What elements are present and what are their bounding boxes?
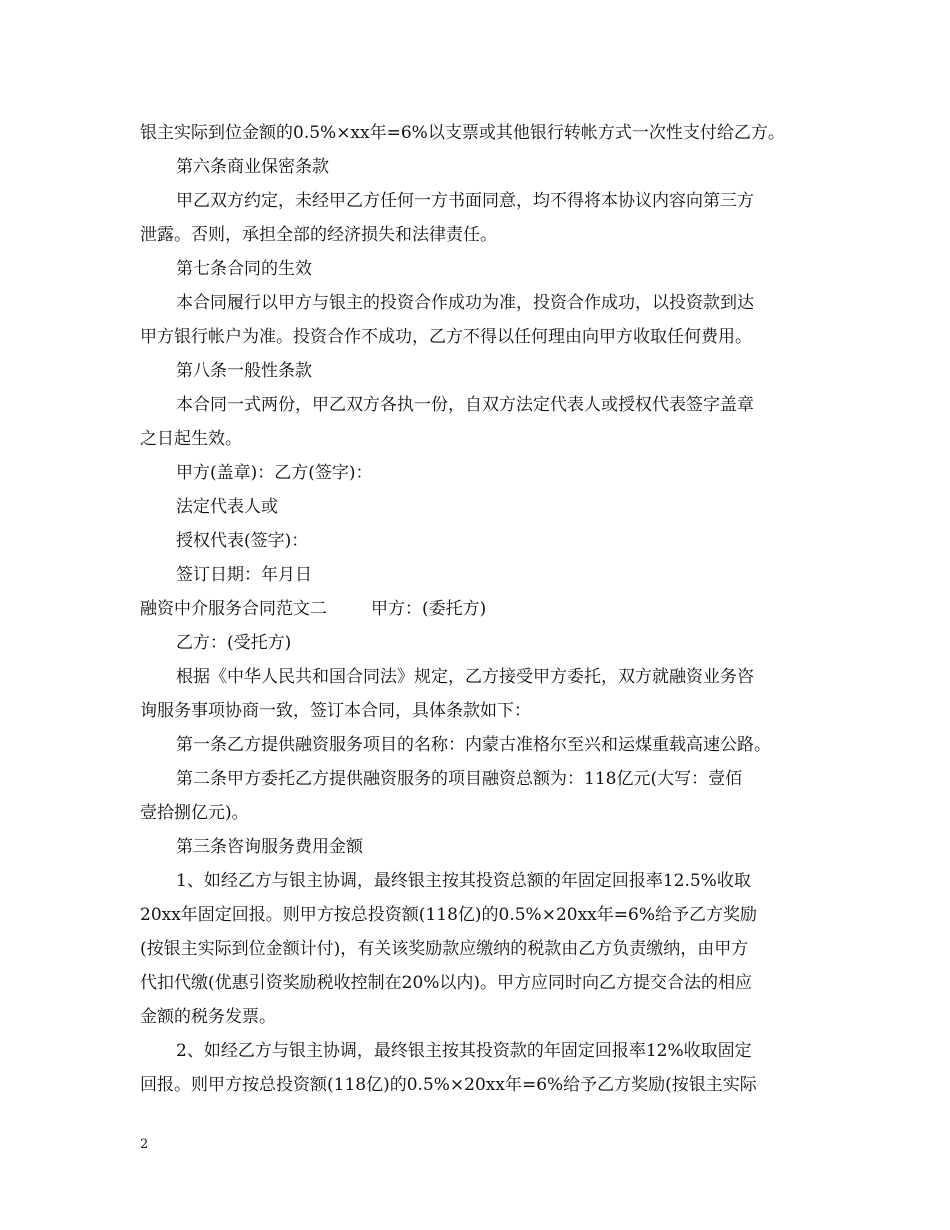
- text-line: 本合同履行以甲方与银主的投资合作成功为准，投资合作成功，以投资款到达: [176, 293, 754, 313]
- contract-title-line: [140, 592, 820, 626]
- signature-line: 授权代表(签字)：: [176, 531, 309, 551]
- text-line: 2、如经乙方与银主协调，最终银主按其投资款的年固定回报率12%收取固定: [176, 1041, 752, 1061]
- text-line: 本合同一式两份，甲乙双方各执一份，自双方法定代表人或授权代表签字盖章: [176, 395, 754, 415]
- section-heading: 第八条一般性条款: [176, 361, 312, 381]
- section-heading: 第七条合同的生效: [176, 259, 312, 279]
- text-line: 甲乙双方约定，未经甲乙方任何一方书面同意，均不得将本协议内容向第三方: [176, 191, 754, 211]
- party-b-label: 乙方：(受托方): [176, 633, 292, 653]
- text-line: 泄露。否则，承担全部的经济损失和法律责任。: [140, 225, 497, 245]
- text-line: 甲方银行帐户为准。投资合作不成功，乙方不得以任何理由向甲方收取任何费用。: [140, 327, 752, 347]
- text-line: (按银主实际到位金额计付)，有关该奖励款应缴纳的税款由乙方负责缴纳，由甲方: [140, 939, 749, 959]
- text-line: 银主实际到位金额的0.5%×xx年=6%以支票或其他银行转帐方式一次性支付给乙方。: [140, 123, 785, 143]
- text-line: 第二条甲方委托乙方提供融资服务的项目融资总额为：118亿元(大写：壹佰: [176, 769, 743, 789]
- text-line: 1、如经乙方与银主协调，最终银主按其投资总额的年固定回报率12.5%收取: [176, 871, 751, 891]
- text-line: 代扣代缴(优惠引资奖励税收控制在20%以内)。甲方应同时向乙方提交合法的相应: [140, 973, 753, 993]
- text-line: 20xx年固定回报。则甲方按总投资额(118亿)的0.5%×20xx年=6%给予乙方奖励: [140, 905, 757, 925]
- signing-date-line: 签订日期：年月日: [176, 565, 312, 585]
- signature-line: 甲方(盖章)：乙方(签字)：: [176, 463, 373, 483]
- document-body: [140, 116, 820, 1102]
- text-line: 之日起生效。: [140, 429, 242, 449]
- contract-title: 融资中介服务合同范文二: [140, 599, 327, 619]
- text-line: 回报。则甲方按总投资额(118亿)的0.5%×20xx年=6%给予乙方奖励(按银主实际: [140, 1075, 757, 1095]
- section-heading: 第六条商业保密条款: [176, 157, 329, 177]
- text-line: 壹拾捌亿元)。: [140, 803, 249, 823]
- party-a-label: 甲方：(委托方): [371, 599, 487, 619]
- text-line: 根据《中华人民共和国合同法》规定，乙方接受甲方委托，双方就融资业务咨: [176, 667, 754, 687]
- text-line: 第一条乙方提供融资服务项目的名称：内蒙古准格尔至兴和运煤重载高速公路。: [176, 735, 771, 755]
- text-line: 询服务事项协商一致，签订本合同，具体条款如下：: [140, 701, 531, 721]
- page-number: 2: [140, 1137, 149, 1152]
- section-heading: 第三条咨询服务费用金额: [176, 837, 363, 857]
- signature-line: 法定代表人或: [176, 497, 278, 517]
- text-line: 金额的税务发票。: [140, 1007, 276, 1027]
